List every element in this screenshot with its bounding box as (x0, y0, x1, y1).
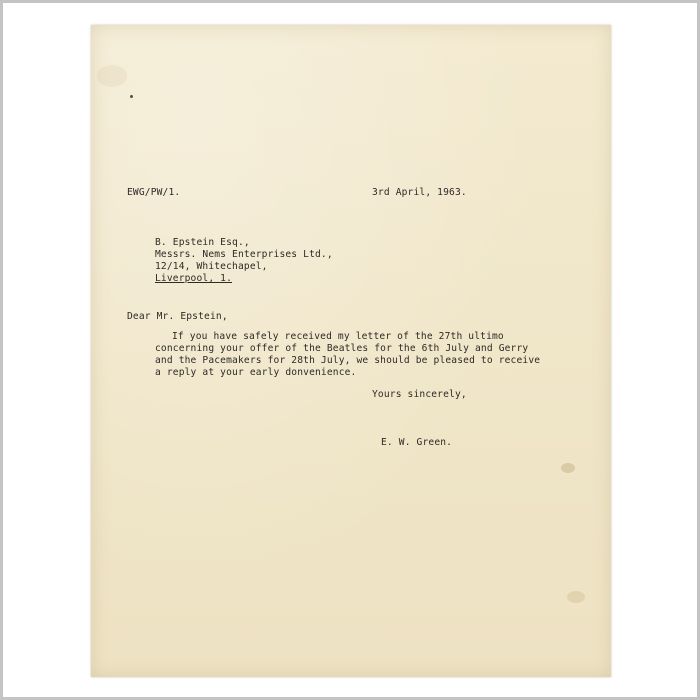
body-line: and the Pacemakers for 28th July, we should be pleased to receive (155, 355, 541, 366)
ink-mark (130, 95, 133, 98)
body-line: If you have safely received my letter of the 27th ultimo (172, 331, 504, 342)
recipient-company: Messrs. Nems Enterprises Ltd., (155, 249, 333, 260)
recipient-name: B. Epstein Esq., (155, 237, 250, 248)
age-spot (561, 463, 575, 473)
letter-paper (91, 25, 611, 677)
body-line: a reply at your early donvenience. (155, 367, 357, 378)
age-spot (97, 65, 127, 87)
age-spot (567, 591, 585, 603)
body-line: concerning your offer of the Beatles for the 6th July and Gerry (155, 343, 529, 354)
closing: Yours sincerely, (372, 389, 467, 400)
salutation: Dear Mr. Epstein, (127, 311, 228, 322)
reference-code: EWG/PW/1. (127, 187, 181, 198)
letter-date: 3rd April, 1963. (372, 187, 467, 198)
recipient-street: 12/14, Whitechapel, (155, 261, 268, 272)
recipient-city: Liverpool, 1. (155, 273, 233, 284)
signatory: E. W. Green. (381, 437, 453, 448)
